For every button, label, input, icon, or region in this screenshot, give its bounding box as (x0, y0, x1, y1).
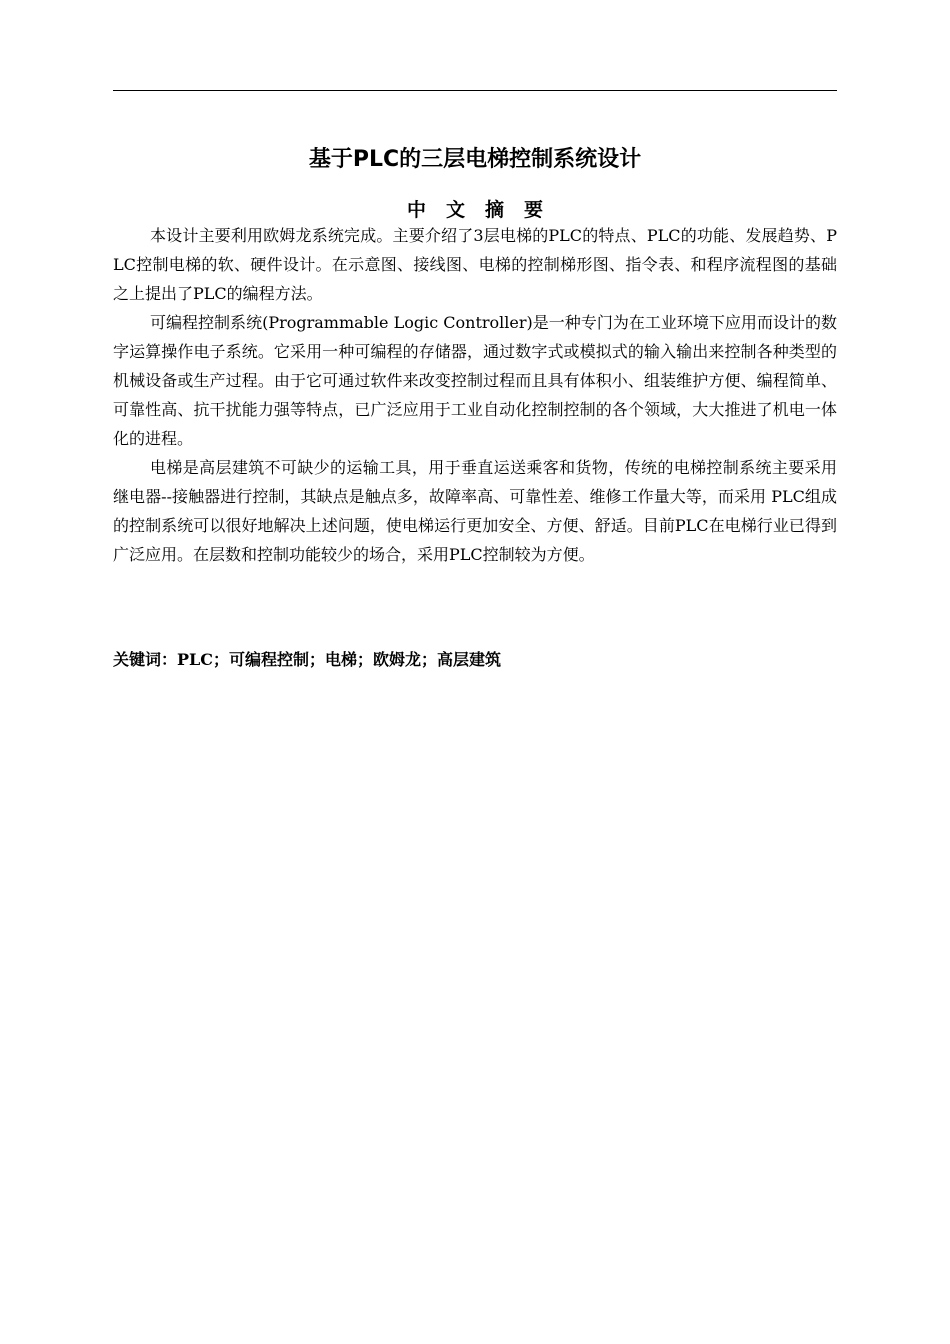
abstract-paragraph-2: 可编程控制系统(Programmable Logic Controller)是一种专门为在工业环境下应用而设计的数字运算操作电子系统。它采用一种可编程的存储器，通过数字式或模拟式的输入输出来控制各种类型的机械设备或生产过程。由于它可通过软件来改变控制过程而且具有体积小、组装维护方便、编程简单、可靠性高、抗干扰能力强等特点，已广泛应用于工业自动化控制控制的各个领域，大大推进了机电一体化的进程。 (113, 313, 837, 448)
abstract-paragraph-3: 电梯是高层建筑不可缺少的运输工具，用于垂直运送乘客和货物，传统的电梯控制系统主要采用继电器--接触器进行控制，其缺点是触点多，故障率高、可靠性差、维修工作量大等，而采用 PLC组成的控制系统可以很好地解决上述问题，使电梯运行更加安全、方便、舒适。目前PLC在电梯行业已得到广泛应用。在层数和控制功能较少的场合，采用PLC控制较为方便。 (113, 458, 837, 564)
abstract-heading: 中文摘要 (406, 199, 563, 221)
page-title: 基于PLC的三层电梯控制系统设计 (308, 147, 642, 172)
abstract-body (113, 221, 837, 569)
keywords-line: 关键词：PLC；可编程控制；电梯；欧姆龙；高层建筑 (113, 650, 502, 669)
abstract-paragraph-1: 本设计主要利用欧姆龙系统完成。主要介绍了3层电梯的PLC的特点、PLC的功能、发展趋势、PLC控制电梯的软、硬件设计。在示意图、接线图、电梯的控制梯形图、指令表、和程序流程图的基础之上提出了PLC的编程方法。 (113, 226, 837, 303)
header-rule (113, 90, 837, 91)
